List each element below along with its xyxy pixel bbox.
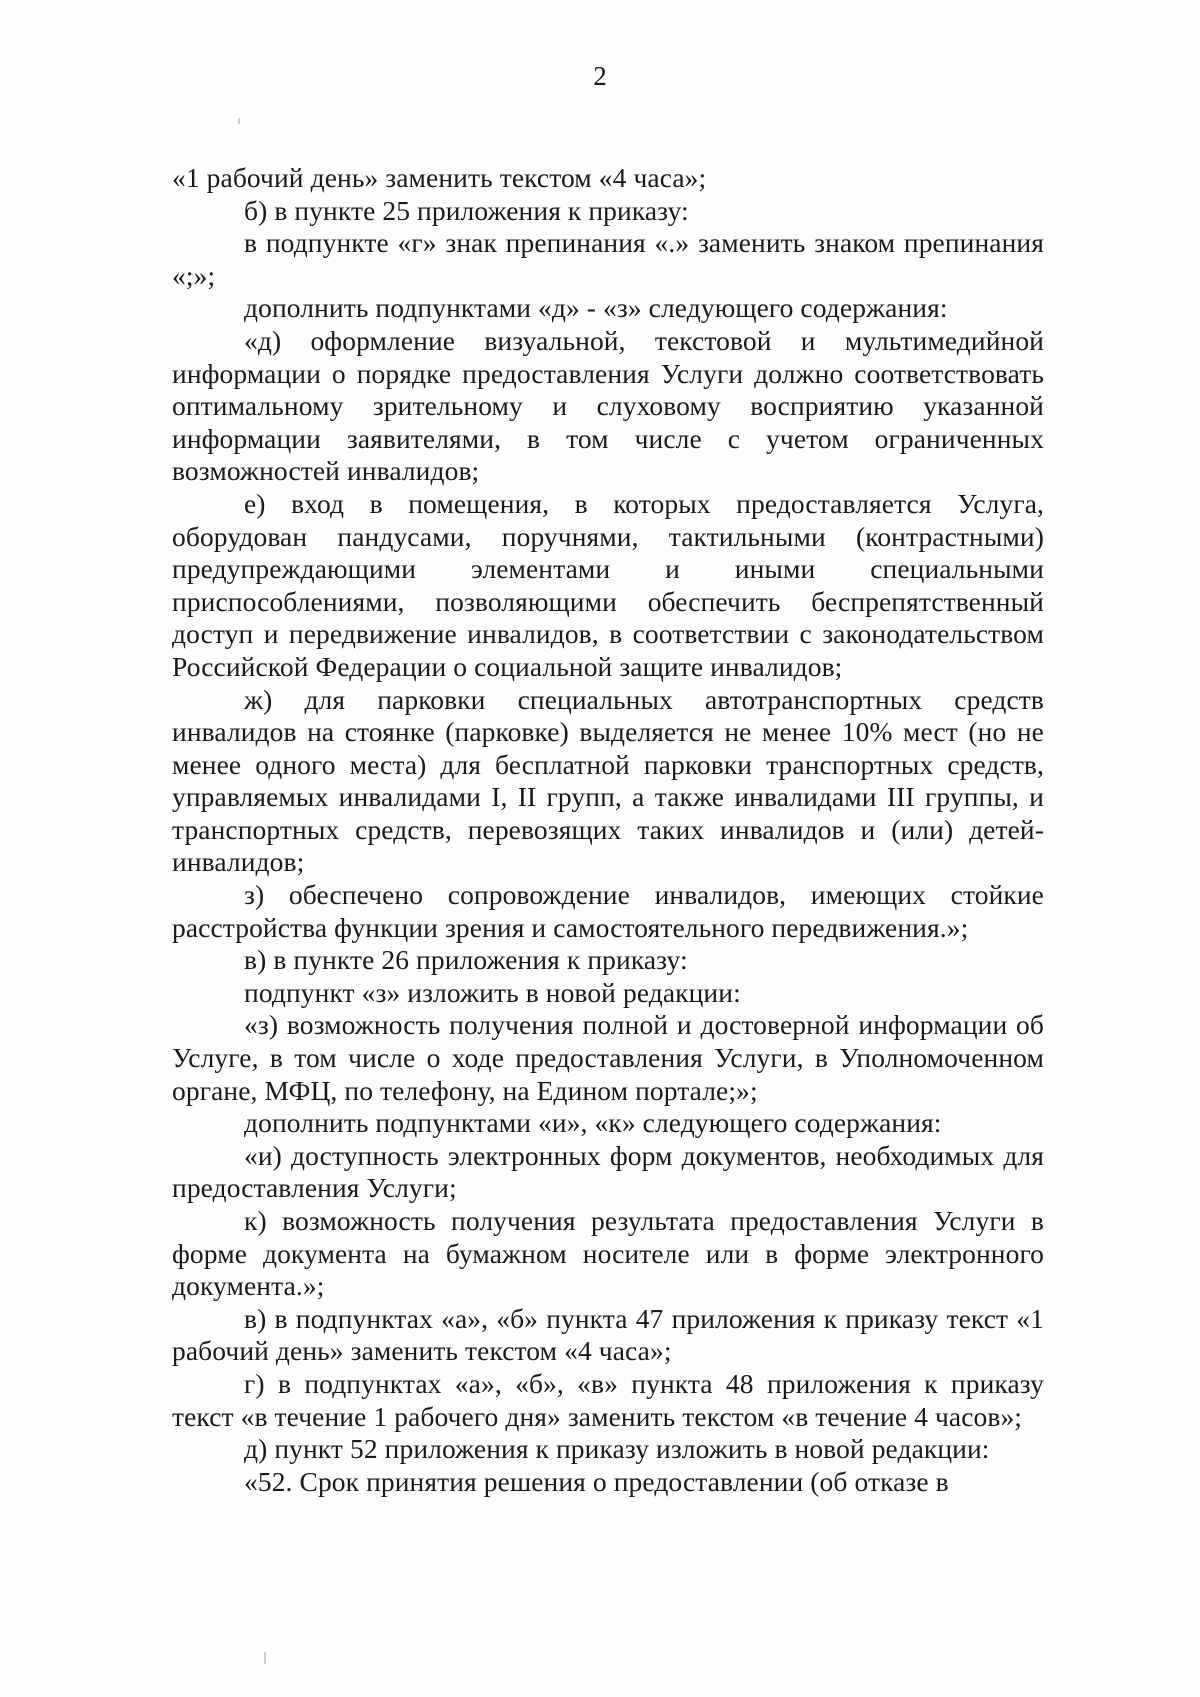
paragraph: «1 рабочий день» заменить текстом «4 часа»;: [172, 162, 707, 193]
scan-mark: [238, 118, 240, 124]
paragraph: е) вход в помещения, в которых предоставляется Услуга, оборудован пандусами, поручнями, тактильными (контрастными) предупреждающими элементами и иными специальными приспособлениями, позволяющими обеспечить беспрепятственный доступ и передвижение инвалидов, в соответствии с законодательством Российской Федерации о социальной защите инвалидов;: [172, 487, 1044, 682]
paragraph: «52. Срок принятия решения о предоставлении (об отказе в: [244, 1465, 949, 1497]
paragraph: ж) для парковки специальных автотранспортных средств инвалидов на стоянке (парковке) выделяется не менее 10% мест (но не менее одного места) для бесплатной парковки транспортных средств, управляемых инвалидами I, II групп, а также инвалидами III группы, и транспортных средств, перевозящих таких инвалидов и (или) детей-инвалидов;: [172, 683, 1044, 878]
paragraph: «д) оформление визуальной, текстовой и мультимедийной информации о порядке предоставления Услуги должно соответствовать оптимальному зрительному и слуховому восприятию указанной информации заявителями, в том числе с учетом ограниченных возможностей инвалидов;: [172, 324, 1044, 487]
paragraph: з) обеспечено сопровождение инвалидов, имеющих стойкие расстройства функции зрения и самостоятельного передвижения.»;: [172, 879, 1044, 943]
paragraph: «з) возможность получения полной и достоверной информации об Услуге, в том числе о ходе предоставления Услуги, в Уполномоченном органе, МФЦ, по телефону, на Едином портале;»;: [172, 1009, 1044, 1106]
paragraph: к) возможность получения результата предоставления Услуги в форме документа на бумажном носителе или в форме электронного документа.»;: [172, 1205, 1044, 1302]
paragraph: «и) доступность электронных форм документов, необходимых для предоставления Услуги;: [172, 1139, 1044, 1204]
paragraph: г) в подпунктах «а», «б», «в» пункта 48 приложения к приказу текст «в течение 1 рабочего дня» заменить текстом «в течение 4 часов»;: [172, 1367, 1044, 1432]
paragraph: в подпункте «г» знак препинания «.» заменить знаком препинания «;»;: [172, 227, 1044, 291]
paragraph: в) в подпунктах «а», «б» пункта 47 приложения к приказу текст «1 рабочий день» заменить текстом «4 часа»;: [172, 1302, 1044, 1367]
page-number: 2: [593, 61, 607, 91]
paragraph: в) в пункте 26 приложения к приказу:: [244, 944, 688, 976]
paragraph: дополнить подпунктами «и», «к» следующего содержания:: [244, 1107, 942, 1139]
paragraph: д) пункт 52 приложения к приказу изложить в новой редакции:: [244, 1433, 990, 1465]
paragraph: дополнить подпунктами «д» - «з» следующего содержания:: [244, 292, 948, 324]
paragraph: подпункт «з» изложить в новой редакции:: [244, 976, 741, 1008]
document-body: [172, 162, 1044, 1498]
scan-mark: [264, 1652, 266, 1664]
paragraph: б) в пункте 25 приложения к приказу:: [244, 194, 689, 226]
